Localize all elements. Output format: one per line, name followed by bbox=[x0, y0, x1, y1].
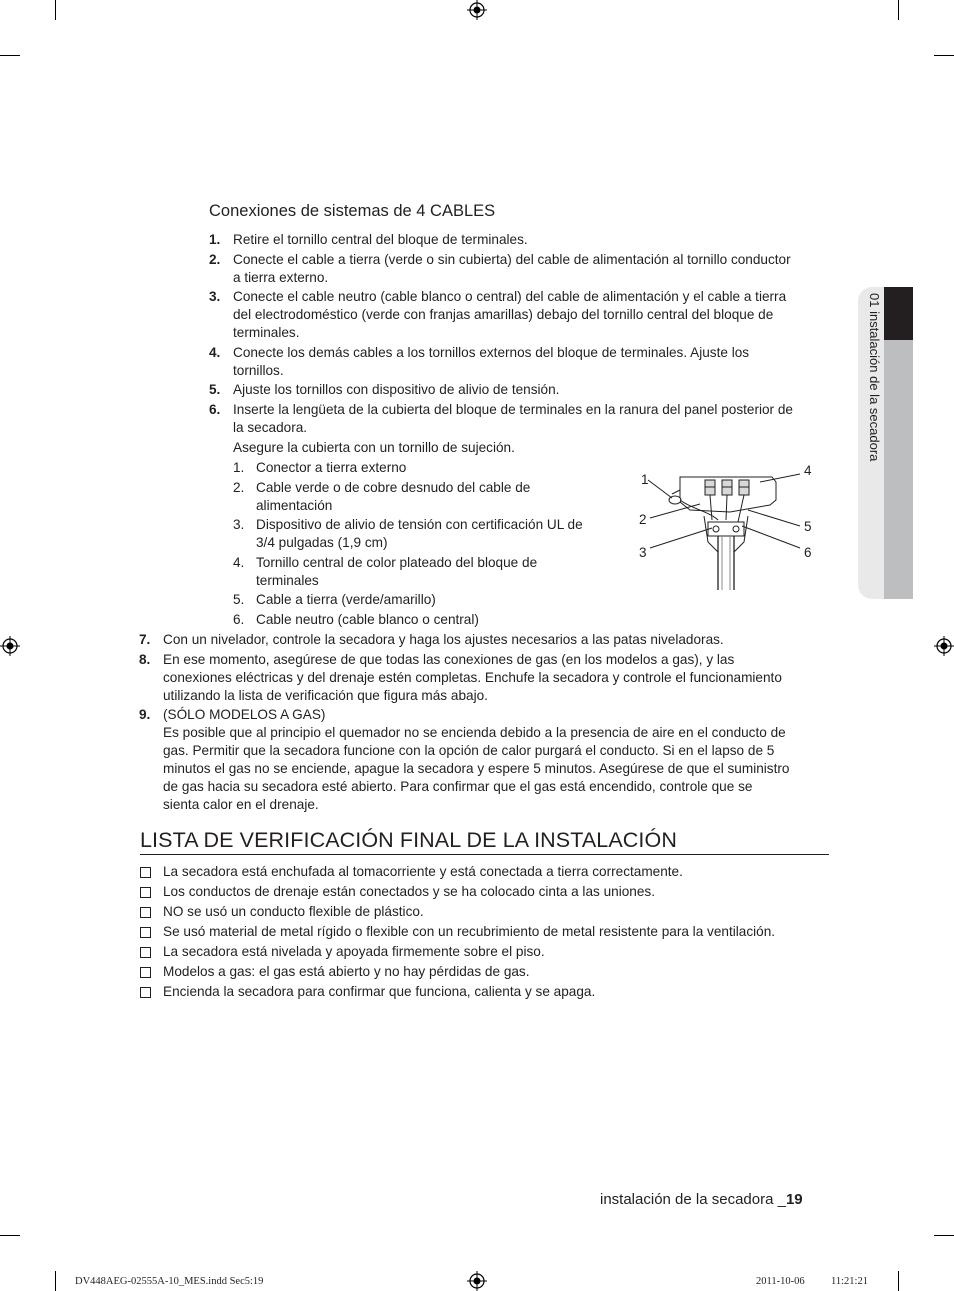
step-text-line: En ese momento, asegúrese de que todas las conexiones de gas (en los modelos a gas), y las bbox=[163, 652, 735, 667]
legend-text-line: alimentación bbox=[256, 498, 333, 513]
step-text-line: Retire el tornillo central del bloque de terminales. bbox=[233, 232, 528, 247]
crop-mark bbox=[55, 1271, 56, 1291]
checklist-item bbox=[140, 863, 840, 881]
registration-mark-icon bbox=[934, 636, 954, 656]
legend-number: 5. bbox=[233, 592, 245, 607]
chapter-tab-strip bbox=[884, 340, 913, 599]
step-text-line: (SÓLO MODELOS A GAS) bbox=[163, 707, 326, 722]
crop-mark bbox=[55, 0, 56, 20]
legend-text-line: Cable verde o de cobre desnudo del cable de bbox=[256, 480, 531, 495]
step-text-line: minutos el gas no se enciende, apague la secadora y espere 5 minutos. Asegúrese de que el suministro bbox=[163, 761, 790, 776]
crop-mark bbox=[934, 1235, 954, 1236]
legend-text-line: 3/4 pulgadas (1,9 cm) bbox=[256, 535, 388, 550]
checklist-item-text: Se usó material de metal rígido o flexible con un recubrimiento de metal resistente para la ventilación. bbox=[163, 924, 776, 939]
chapter-label: 01 instalación de la secadora bbox=[867, 293, 882, 462]
crop-mark bbox=[0, 1235, 20, 1236]
checklist-heading: LISTA DE VERIFICACIÓN FINAL DE LA INSTALACIÓN bbox=[140, 828, 829, 855]
checklist-item-text: Modelos a gas: el gas está abierto y no hay pérdidas de gas. bbox=[163, 964, 530, 979]
step-number: 1. bbox=[209, 232, 221, 247]
checklist-item-text: La secadora está enchufada al tomacorriente y está conectada a tierra correctamente. bbox=[163, 864, 683, 879]
crop-mark bbox=[898, 0, 899, 20]
crop-mark bbox=[898, 1271, 899, 1291]
legend-text-line: terminales bbox=[256, 573, 319, 588]
page-number: 19 bbox=[785, 1191, 803, 1208]
diagram-label-6: 6 bbox=[804, 545, 812, 560]
legend-text-line: Conector a tierra externo bbox=[256, 460, 407, 475]
step-number: 9. bbox=[139, 707, 151, 722]
step-text-line: Con un nivelador, controle la secadora y haga los ajustes necesarios a las patas niveladoras. bbox=[163, 632, 724, 647]
diagram-label-5: 5 bbox=[804, 519, 812, 534]
step-text-line: tornillos. bbox=[233, 363, 284, 378]
checklist-item bbox=[140, 903, 840, 921]
legend-number: 2. bbox=[233, 480, 245, 495]
diagram-label-3: 3 bbox=[639, 545, 647, 560]
step-text-line: Asegure la cubierta con un tornillo de sujeción. bbox=[233, 440, 515, 455]
legend-number: 1. bbox=[233, 460, 245, 475]
legend-text-line: Cable neutro (cable blanco o central) bbox=[256, 612, 479, 627]
checkbox-icon bbox=[140, 947, 151, 958]
registration-mark-icon bbox=[0, 636, 20, 656]
step-text-line: la secadora. bbox=[233, 420, 308, 435]
crop-mark bbox=[0, 55, 20, 56]
diagram-label-1: 1 bbox=[641, 472, 649, 487]
legend-text-line: Cable a tierra (verde/amarillo) bbox=[256, 592, 436, 607]
checklist-item bbox=[140, 983, 840, 1001]
checkbox-icon bbox=[140, 887, 151, 898]
step-number: 6. bbox=[209, 402, 221, 417]
checklist-item-text: Encienda la secadora para confirmar que funciona, calienta y se apaga. bbox=[163, 984, 596, 999]
registration-mark-icon bbox=[467, 0, 487, 20]
step-text-line: Conecte el cable neutro (cable blanco o central) del cable de alimentación y el cable a tierra bbox=[233, 289, 787, 304]
legend-text-line: Dispositivo de alivio de tensión con certificación UL de bbox=[256, 517, 583, 532]
page-footer bbox=[600, 1191, 803, 1208]
legend-number: 3. bbox=[233, 517, 245, 532]
step-text-line: gas. Permitir que la secadora funcione con la opción de calor purgará el conducto. Si en el lapso de 5 bbox=[163, 743, 775, 758]
checklist-item bbox=[140, 923, 840, 941]
slug-date: 2011-10-06 bbox=[756, 1276, 805, 1287]
slug-file: DV448AEG-02555A-10_MES.indd Sec5:19 bbox=[75, 1276, 264, 1287]
step-number: 2. bbox=[209, 252, 221, 267]
registration-mark-icon bbox=[467, 1271, 487, 1291]
footer-text: instalación de la secadora _ bbox=[600, 1191, 786, 1208]
step-text-line: de gas hacia su secadora esté abierto. Para confirmar que el gas está encendido, controle que se bbox=[163, 779, 753, 794]
step-text-line: a tierra externo. bbox=[233, 270, 329, 285]
legend-text-line: Tornillo central de color plateado del bloque de bbox=[256, 555, 538, 570]
step-number: 3. bbox=[209, 289, 221, 304]
step-text-line: Es posible que al principio el quemador no se encienda debido a la presencia de aire en el conducto de bbox=[163, 725, 786, 740]
step-text-line: Ajuste los tornillos con dispositivo de alivio de tensión. bbox=[233, 382, 560, 397]
step-text-line: terminales. bbox=[233, 325, 300, 340]
checklist-item-text: La secadora está nivelada y apoyada firmemente sobre el piso. bbox=[163, 944, 545, 959]
step-number: 5. bbox=[209, 382, 221, 397]
checkbox-icon bbox=[140, 967, 151, 978]
step-number: 4. bbox=[209, 345, 221, 360]
diagram-label-4: 4 bbox=[804, 463, 812, 478]
checklist-item-text: Los conductos de drenaje están conectados y se ha colocado cinta a las uniones. bbox=[163, 884, 655, 899]
step-text-line: conexiones eléctricas y del drenaje estén completas. Enchufe la secadora y controle el funcionamiento bbox=[163, 670, 782, 685]
step-text-line: Conecte el cable a tierra (verde o sin cubierta) del cable de alimentación al tornillo conductor bbox=[233, 252, 791, 267]
step-text-line: utilizando la lista de verificación que figura más abajo. bbox=[163, 688, 488, 703]
checkbox-icon bbox=[140, 907, 151, 918]
step-text-line: sienta calor en el drenaje. bbox=[163, 797, 319, 812]
checklist-item bbox=[140, 943, 840, 961]
step-number: 8. bbox=[139, 652, 151, 667]
checklist-item bbox=[140, 963, 840, 981]
checkbox-icon bbox=[140, 867, 151, 878]
section-subtitle: Conexiones de sistemas de 4 CABLES bbox=[209, 202, 496, 220]
diagram-label-2: 2 bbox=[639, 512, 647, 527]
checkbox-icon bbox=[140, 927, 151, 938]
legend-number: 6. bbox=[233, 612, 245, 627]
terminal-block-diagram bbox=[630, 460, 830, 595]
legend-number: 4. bbox=[233, 555, 245, 570]
step-text-line: Inserte la lengüeta de la cubierta del bloque de terminales en la ranura del panel posterior de bbox=[233, 402, 793, 417]
slug-time: 11:21:21 bbox=[831, 1276, 868, 1287]
step-text-line: del electrodoméstico (verde con franjas amarillas) debajo del tornillo central del bloque de bbox=[233, 307, 774, 322]
step-text-line: Conecte los demás cables a los tornillos externos del bloque de terminales. Ajuste los bbox=[233, 345, 750, 360]
checkbox-icon bbox=[140, 987, 151, 998]
step-number: 7. bbox=[139, 632, 151, 647]
checklist-item bbox=[140, 883, 840, 901]
chapter-tab-marker bbox=[884, 287, 913, 340]
crop-mark bbox=[934, 55, 954, 56]
checklist-item-text: NO se usó un conducto flexible de plástico. bbox=[163, 904, 424, 919]
